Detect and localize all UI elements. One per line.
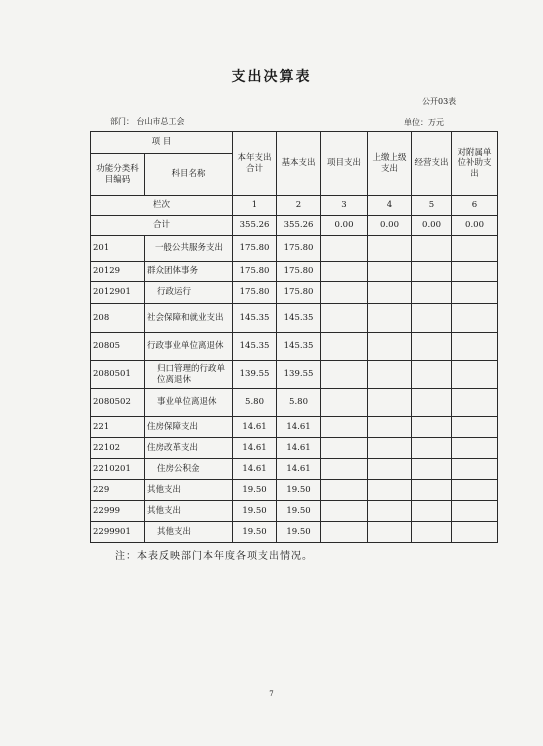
table-row (91, 361, 498, 389)
page-number: 7 (269, 690, 274, 698)
header-col-total: 本年支出合计 (233, 132, 277, 196)
row-code: 208 (91, 304, 145, 333)
row-basic: 19.50 (277, 522, 321, 543)
row-total: 19.50 (233, 522, 277, 543)
page-title: 支出决算表 (231, 69, 312, 85)
row-code: 2080502 (91, 389, 145, 417)
col-num-5: 5 (412, 196, 452, 216)
row-total: 5.80 (233, 389, 277, 417)
header-col-subsidy: 对附属单位补助支出 (452, 132, 498, 196)
row-basic: 175.80 (277, 282, 321, 304)
unit-label: 单位：万元 (404, 118, 444, 127)
table-row (91, 333, 498, 361)
table-row (91, 480, 498, 501)
row-name: 社会保障和就业支出 (145, 304, 233, 333)
row-basic: 14.61 (277, 438, 321, 459)
header-col-upper: 上缴上级支出 (368, 132, 412, 196)
total-value: 0.00 (321, 216, 368, 236)
row-code: 20129 (91, 262, 145, 282)
table-row (91, 236, 498, 262)
col-num-4: 4 (368, 196, 412, 216)
row-code: 20805 (91, 333, 145, 361)
row-label: 栏次 (91, 196, 233, 216)
table-row (91, 282, 498, 304)
row-name: 住房保障支出 (145, 417, 233, 438)
row-name: 归口管理的行政单位离退休 (145, 361, 233, 389)
row-basic: 175.80 (277, 236, 321, 262)
row-total: 14.61 (233, 417, 277, 438)
col-num-3: 3 (321, 196, 368, 216)
col-num-2: 2 (277, 196, 321, 216)
row-name: 行政运行 (145, 282, 233, 304)
row-basic: 14.61 (277, 459, 321, 480)
row-name: 住房公积金 (145, 459, 233, 480)
row-total: 14.61 (233, 459, 277, 480)
row-basic: 19.50 (277, 501, 321, 522)
total-value: 355.26 (233, 216, 277, 236)
row-basic: 14.61 (277, 417, 321, 438)
row-name: 其他支出 (145, 480, 233, 501)
total-value: 0.00 (368, 216, 412, 236)
row-total: 19.50 (233, 501, 277, 522)
total-value: 0.00 (452, 216, 498, 236)
row-name: 住房改革支出 (145, 438, 233, 459)
header-subject-name: 科目名称 (145, 154, 233, 196)
table-row (91, 304, 498, 333)
row-code: 2080501 (91, 361, 145, 389)
row-total: 19.50 (233, 480, 277, 501)
row-code: 2210201 (91, 459, 145, 480)
row-basic: 19.50 (277, 480, 321, 501)
row-total: 14.61 (233, 438, 277, 459)
row-code: 22999 (91, 501, 145, 522)
row-total: 175.80 (233, 282, 277, 304)
row-code: 229 (91, 480, 145, 501)
table-row (91, 501, 498, 522)
table-row (91, 262, 498, 282)
row-name: 事业单位离退休 (145, 389, 233, 417)
total-row (91, 216, 498, 236)
col-num-1: 1 (233, 196, 277, 216)
row-name: 群众团体事务 (145, 262, 233, 282)
total-value: 0.00 (412, 216, 452, 236)
table-row (91, 438, 498, 459)
row-basic: 145.35 (277, 304, 321, 333)
row-total: 175.80 (233, 262, 277, 282)
row-code: 22102 (91, 438, 145, 459)
row-name: 一般公共服务支出 (145, 236, 233, 262)
total-label: 合计 (91, 216, 233, 236)
table-row (91, 522, 498, 543)
form-code: 公开03表 (422, 97, 457, 106)
row-code: 201 (91, 236, 145, 262)
row-code: 2299901 (91, 522, 145, 543)
row-code: 2012901 (91, 282, 145, 304)
row-code: 221 (91, 417, 145, 438)
row-name: 行政事业单位离退休 (145, 333, 233, 361)
header-col-operation: 经营支出 (412, 132, 452, 196)
row-total: 139.55 (233, 361, 277, 389)
header-item: 项 目 (91, 132, 233, 154)
header-col-basic: 基本支出 (277, 132, 321, 196)
total-value: 355.26 (277, 216, 321, 236)
expenditure-table (90, 131, 498, 543)
row-name: 其他支出 (145, 522, 233, 543)
table-row (91, 389, 498, 417)
row-total: 145.35 (233, 333, 277, 361)
table-row (91, 417, 498, 438)
row-basic: 175.80 (277, 262, 321, 282)
header-func-code: 功能分类科目编码 (91, 154, 145, 196)
row-total: 145.35 (233, 304, 277, 333)
header-col-project: 项目支出 (321, 132, 368, 196)
row-name: 其他支出 (145, 501, 233, 522)
table-note: 注：本表反映部门本年度各项支出情况。 (115, 551, 313, 562)
row-basic: 139.55 (277, 361, 321, 389)
department-label: 部门： 台山市总工会 (110, 117, 185, 126)
table-row (91, 459, 498, 480)
row-basic: 145.35 (277, 333, 321, 361)
row-basic: 5.80 (277, 389, 321, 417)
row-total: 175.80 (233, 236, 277, 262)
col-num-6: 6 (452, 196, 498, 216)
